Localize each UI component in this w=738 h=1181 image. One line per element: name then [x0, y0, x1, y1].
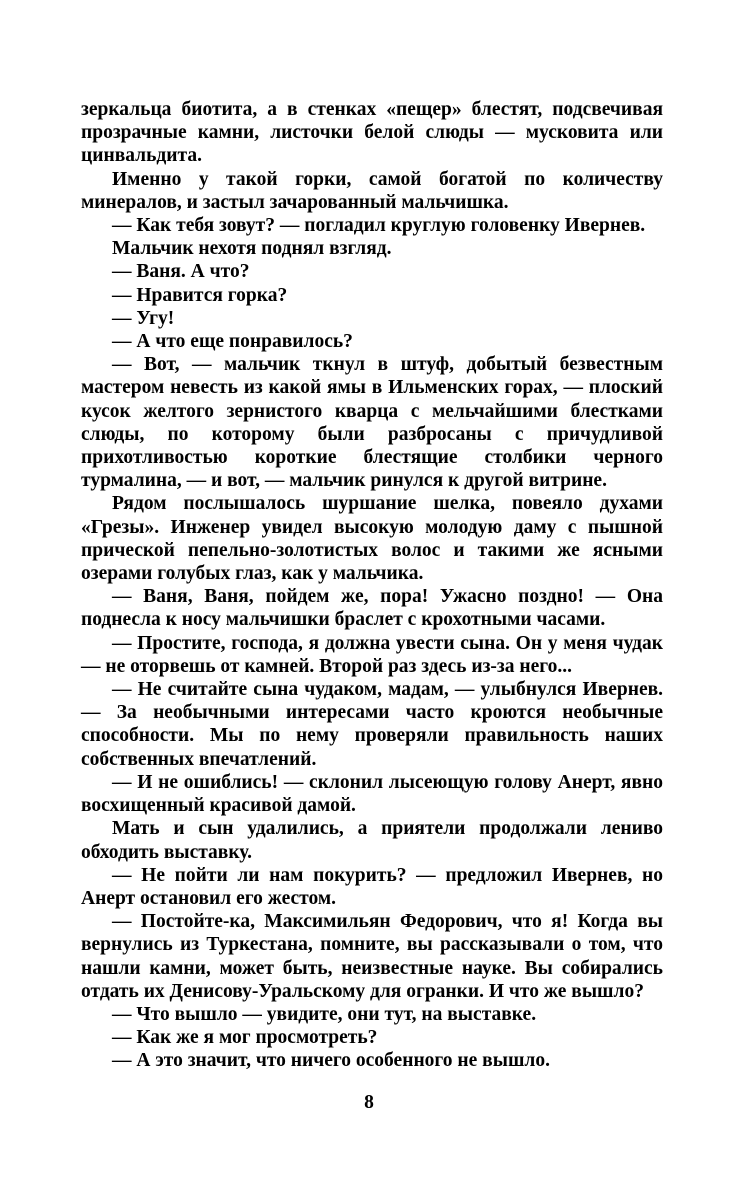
paragraph: зеркальца биотита, а в стенках «пещер» блестят, подсвечивая прозрачные камни, листочки белой слюды — мусковита или цинвальдита.	[81, 99, 663, 167]
paragraph: Мать и сын удалились, а приятели продолжали лениво обходить выставку.	[81, 818, 663, 863]
paragraph: — Вот, — мальчик ткнул в штуф, добытый безвестным мастером невесть из какой ямы в Ильменских горах, — плоский кусок желтого зернистого кварца с мельчайшими блестками слюды, по которому были разбросаны с причудливой прихотливостью короткие блестящие столбики черного турмалина, — и вот, — мальчик ринулся к другой витрине.	[81, 354, 663, 492]
paragraph: — Не пойти ли нам покурить? — предложил Ивернев, но Анерт остановил его жестом.	[81, 864, 663, 909]
paragraph: Мальчик нехотя поднял взгляд.	[112, 238, 392, 260]
paragraph: — Простите, господа, я должна увести сына. Он у меня чудак — не оторвешь от камней. Второй раз здесь из-за него...	[81, 632, 663, 677]
paragraph: — А что еще понравилось?	[112, 331, 353, 353]
paragraph: — Угу!	[112, 307, 175, 329]
paragraph: — Что вышло — увидите, они тут, на выставке.	[112, 1003, 537, 1025]
paragraph: Именно у такой горки, самой богатой по количеству минералов, и застыл зачарованный мальчишка.	[81, 168, 663, 213]
body-text	[81, 98, 663, 1073]
page-number: 8	[364, 1092, 374, 1113]
paragraph: — Не считайте сына чудаком, мадам, — улыбнулся Ивернев. — За необычными интересами часто кроются необычные способности. Мы по нему проверяли правильность наших собственных впечатлений.	[81, 679, 663, 770]
paragraph: — И не ошиблись! — склонил лысеющую голову Анерт, явно восхищенный красивой дамой.	[81, 771, 663, 817]
paragraph: — Ваня, Ваня, пойдем же, пора! Ужасно поздно! — Она поднесла к носу мальчишки браслет с крохотными часами.	[81, 586, 663, 631]
paragraph: — Как тебя зовут? — погладил круглую головенку Ивернев.	[112, 215, 646, 237]
paragraph: — Ваня. А что?	[112, 261, 250, 283]
paragraph: — Как же я мог просмотреть?	[112, 1027, 378, 1049]
paragraph: — Нравится горка?	[112, 284, 288, 306]
paragraph: Рядом послышалось шуршание шелка, повеяло духами «Грезы». Инженер увидел высокую молодую даму с пышной прической пепельно-золотистых волос и такими же ясными озерами голубых глаз, как у мальчика.	[81, 493, 663, 585]
paragraph: — А это значит, что ничего особенного не вышло.	[112, 1050, 550, 1072]
paragraph: — Постойте-ка, Максимильян Федорович, что я! Когда вы вернулись из Туркестана, помните, вы рассказывали о том, что нашли камни, может быть, неизвестные науке. Вы собирались отдать их Денисову-Уральскому для огранки. И что же вышло?	[81, 911, 663, 1002]
